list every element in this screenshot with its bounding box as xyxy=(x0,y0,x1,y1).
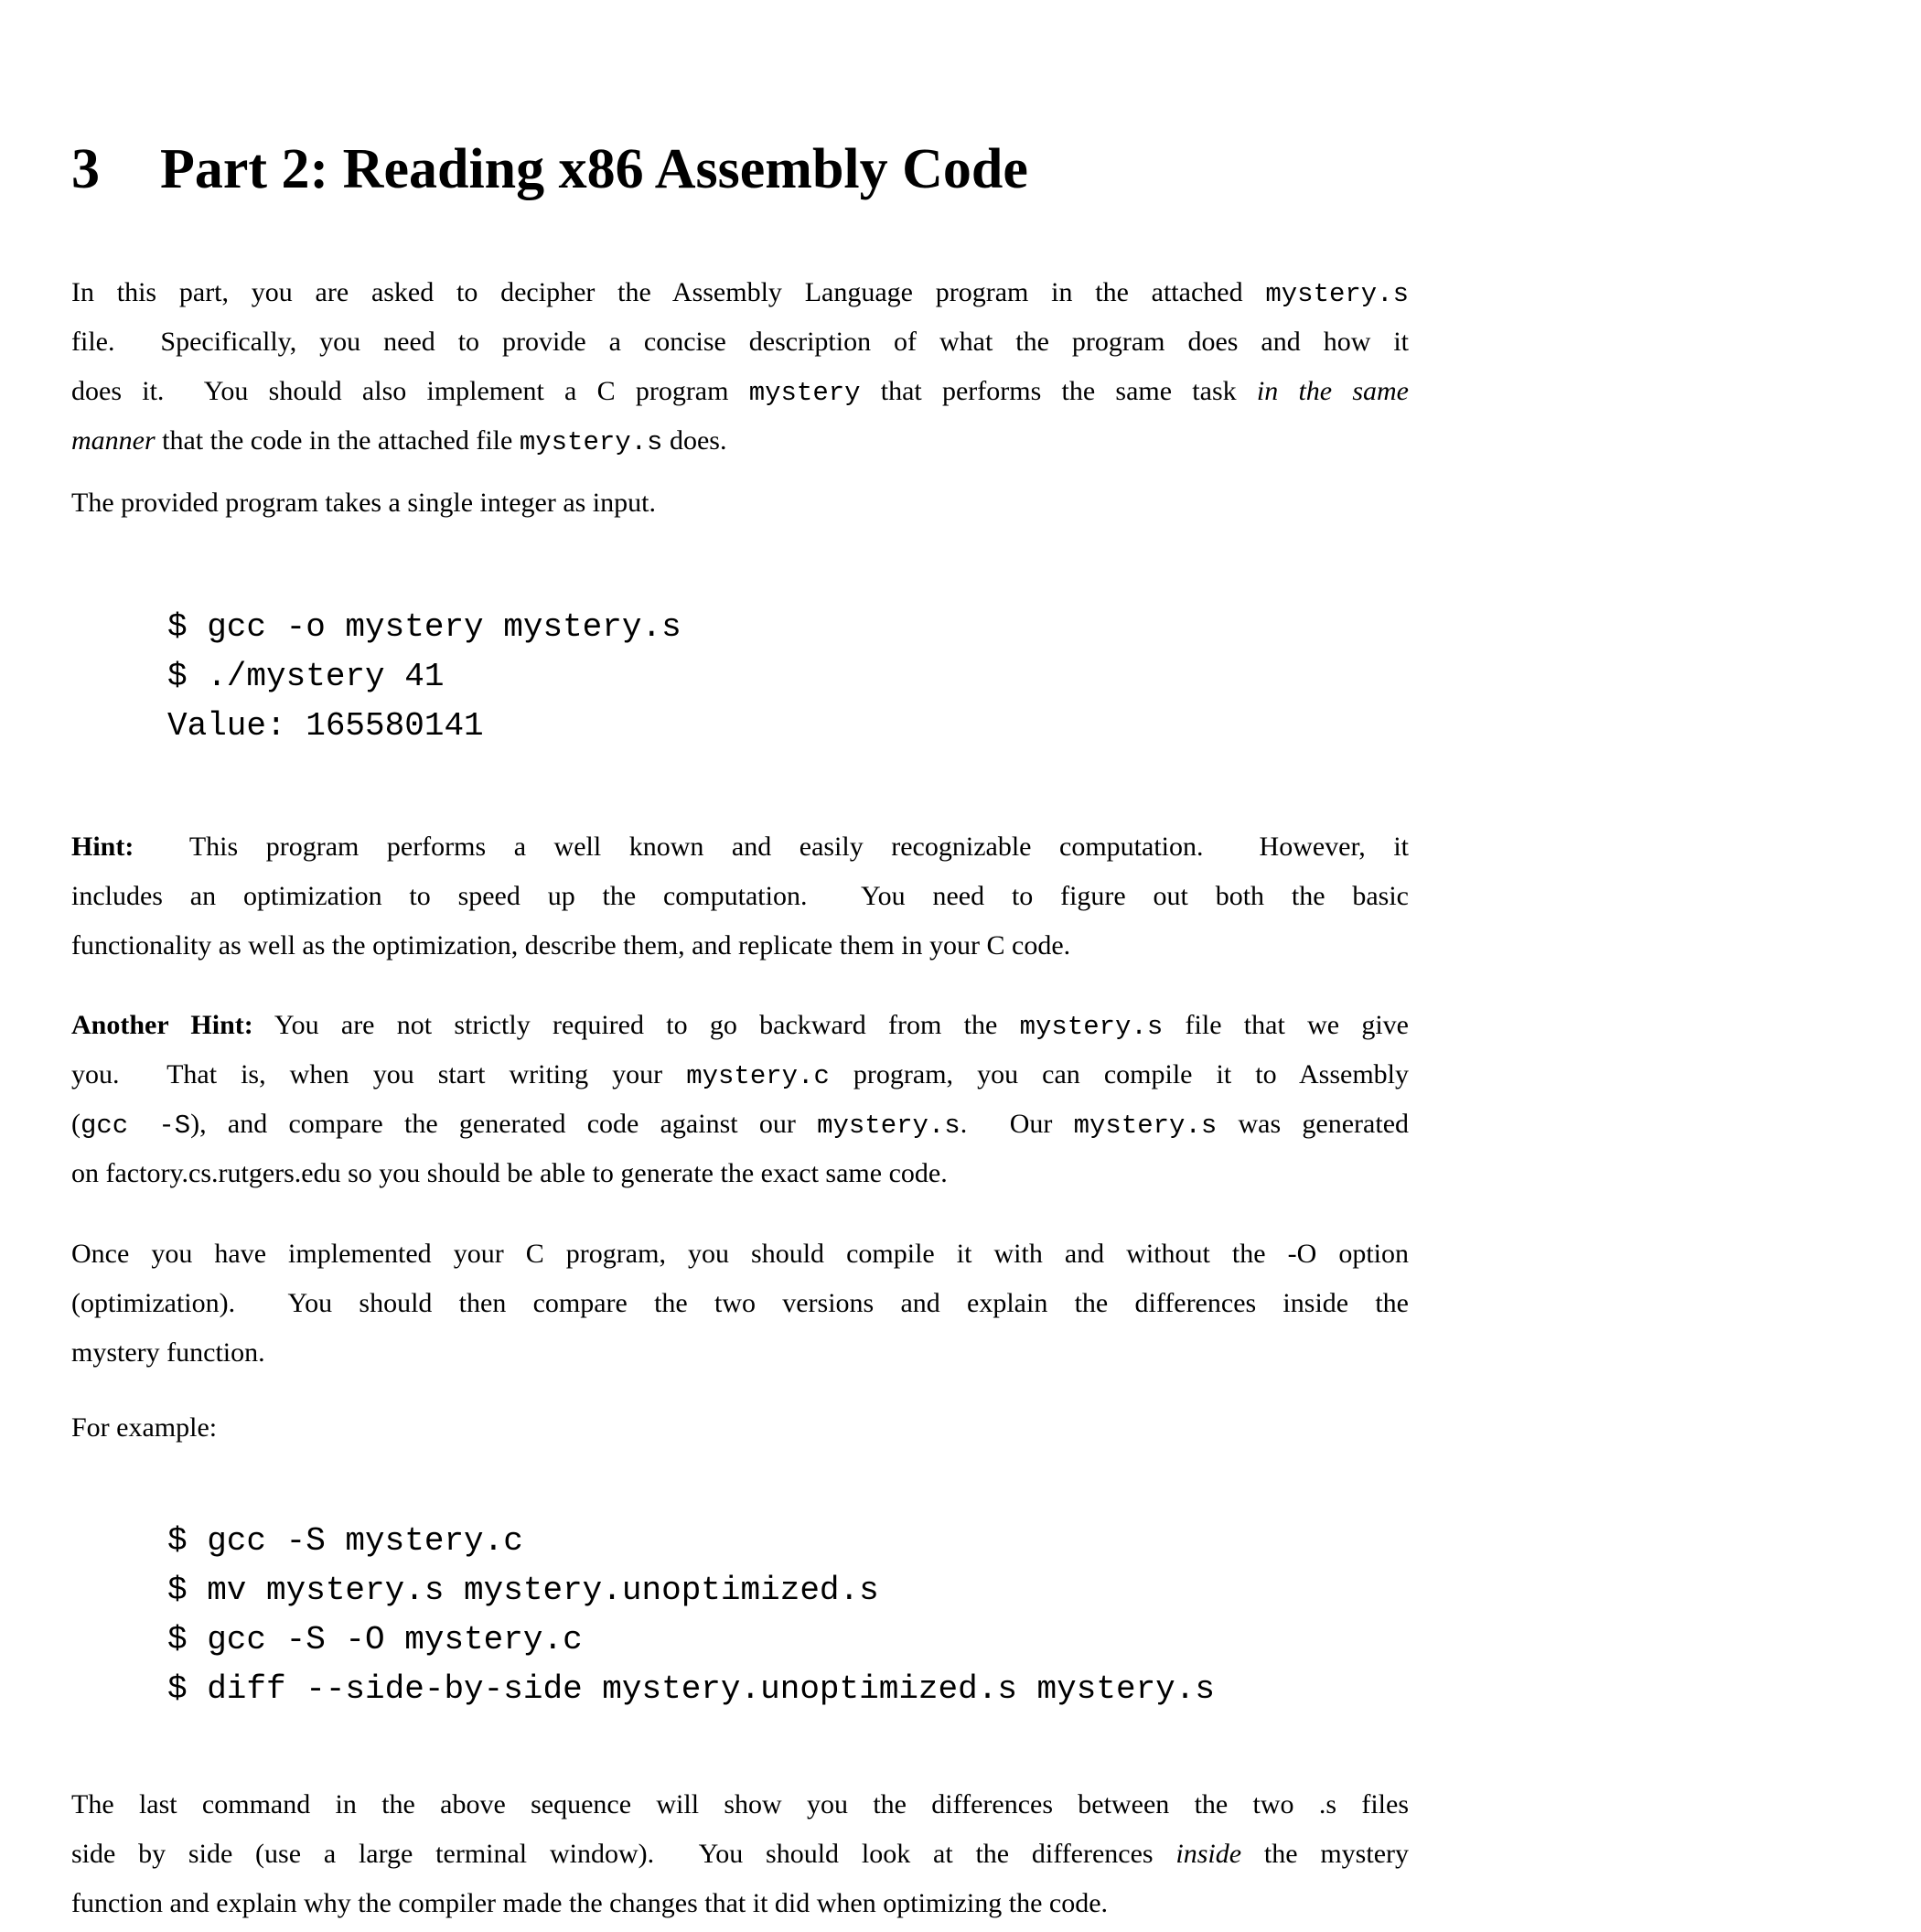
paragraph xyxy=(71,1001,1921,1198)
text-segment: gcc -S xyxy=(80,1111,191,1141)
text-segment: In this part, you are asked to decipher the Assembly Language program in the attached xyxy=(71,277,1266,307)
text-line xyxy=(71,921,1409,971)
text-line xyxy=(71,268,1409,317)
text-line xyxy=(71,1403,1409,1453)
text-segment: on factory.cs.rutgers.edu so you should be able to generate the exact same code. xyxy=(71,1158,948,1188)
text-segment: . Our xyxy=(960,1109,1074,1139)
code-line: Value: 165580141 xyxy=(167,707,484,745)
code-line: $ gcc -o mystery mystery.s xyxy=(167,608,681,646)
code-line: $ gcc -S mystery.c xyxy=(167,1522,523,1560)
text-line xyxy=(71,1780,1409,1830)
text-segment: functionality as well as the optimization, describe them, and replicate them in your C code. xyxy=(71,930,1071,961)
code-block xyxy=(71,1517,1921,1714)
text-segment: Once you have implemented your C program, you should compile it with and without the -O option xyxy=(71,1239,1409,1269)
text-segment: mystery.s xyxy=(1019,1012,1164,1042)
text-line xyxy=(71,822,1409,872)
text-segment: Hint: xyxy=(71,832,134,862)
text-segment: was generated xyxy=(1217,1109,1410,1139)
paragraph xyxy=(71,1403,1921,1453)
text-segment: mystery function. xyxy=(71,1337,265,1368)
text-segment: that performs the same task xyxy=(860,376,1257,406)
code-line: $ gcc -S -O mystery.c xyxy=(167,1621,583,1658)
text-segment: ( xyxy=(71,1109,80,1139)
text-line xyxy=(71,1001,1409,1050)
text-line xyxy=(71,1279,1409,1328)
text-segment: does. xyxy=(662,425,727,456)
text-segment: in the same xyxy=(1256,376,1409,406)
text-segment: side by side (use a large terminal window). You should look at the differences xyxy=(71,1839,1176,1869)
text-segment: that the code in the attached file xyxy=(155,425,520,456)
text-segment: mystery xyxy=(748,378,861,408)
paragraph xyxy=(71,1229,1921,1378)
text-line xyxy=(71,317,1409,367)
text-segment: mystery.s xyxy=(817,1111,960,1141)
text-segment: The provided program takes a single integer as input. xyxy=(71,488,656,518)
text-segment: file. Specifically, you need to provide a concise description of what the program does and how it xyxy=(71,327,1409,357)
paragraph xyxy=(71,268,1921,466)
text-line xyxy=(71,367,1409,416)
text-segment: function and explain why the compiler made the changes that it did when optimizing the code. xyxy=(71,1888,1109,1918)
text-segment: mystery.s xyxy=(1265,279,1409,309)
text-line xyxy=(71,1100,1409,1149)
text-segment: For example: xyxy=(71,1412,218,1443)
text-segment: includes an optimization to speed up the computation. You need to figure out both the basic xyxy=(71,881,1409,911)
text-segment: ), and compare the generated code against our xyxy=(190,1109,818,1139)
text-segment: inside xyxy=(1175,1839,1242,1869)
text-segment: You are not strictly required to go backward from the xyxy=(252,1010,1020,1040)
text-line xyxy=(71,1879,1409,1928)
section-number: 3 xyxy=(71,138,100,200)
code-line: $ mv mystery.s mystery.unoptimized.s xyxy=(167,1572,879,1609)
text-line xyxy=(71,1050,1409,1100)
paragraph xyxy=(71,478,1921,528)
code-line: $ ./mystery 41 xyxy=(167,658,445,695)
paragraph xyxy=(71,1780,1921,1928)
text-line xyxy=(71,872,1409,921)
text-segment: Another Hint: xyxy=(71,1010,253,1040)
text-segment: program, you can compile it to Assembly xyxy=(829,1059,1409,1089)
text-segment: file that we give xyxy=(1163,1010,1409,1040)
text-segment: (optimization). You should then compare the two versions and explain the differences inside the xyxy=(71,1288,1409,1318)
text-segment: you. That is, when you start writing your xyxy=(71,1059,687,1089)
code-block xyxy=(71,603,1921,751)
text-segment: mystery.s xyxy=(1073,1111,1218,1141)
section-title: Part 2: Reading x86 Assembly Code xyxy=(160,138,1028,200)
document-body xyxy=(71,268,1921,1928)
text-line xyxy=(71,1830,1409,1879)
text-segment: The last command in the above sequence will show you the differences between the two .s files xyxy=(71,1789,1409,1819)
section-heading xyxy=(71,135,1921,204)
text-line xyxy=(71,1229,1409,1279)
code-line: $ diff --side-by-side mystery.unoptimized.s mystery.s xyxy=(167,1670,1215,1708)
text-line xyxy=(71,416,1409,466)
text-line xyxy=(71,1149,1409,1198)
text-line xyxy=(71,1328,1409,1378)
text-segment: manner xyxy=(71,425,156,456)
paragraph xyxy=(71,822,1921,971)
text-segment: This program performs a well known and easily recognizable computation. However, it xyxy=(134,832,1409,862)
text-segment: the mystery xyxy=(1241,1839,1409,1869)
text-segment: mystery.c xyxy=(686,1061,830,1091)
text-segment: does it. You should also implement a C program xyxy=(71,376,749,406)
text-line xyxy=(71,478,1409,528)
text-segment: mystery.s xyxy=(519,427,663,457)
